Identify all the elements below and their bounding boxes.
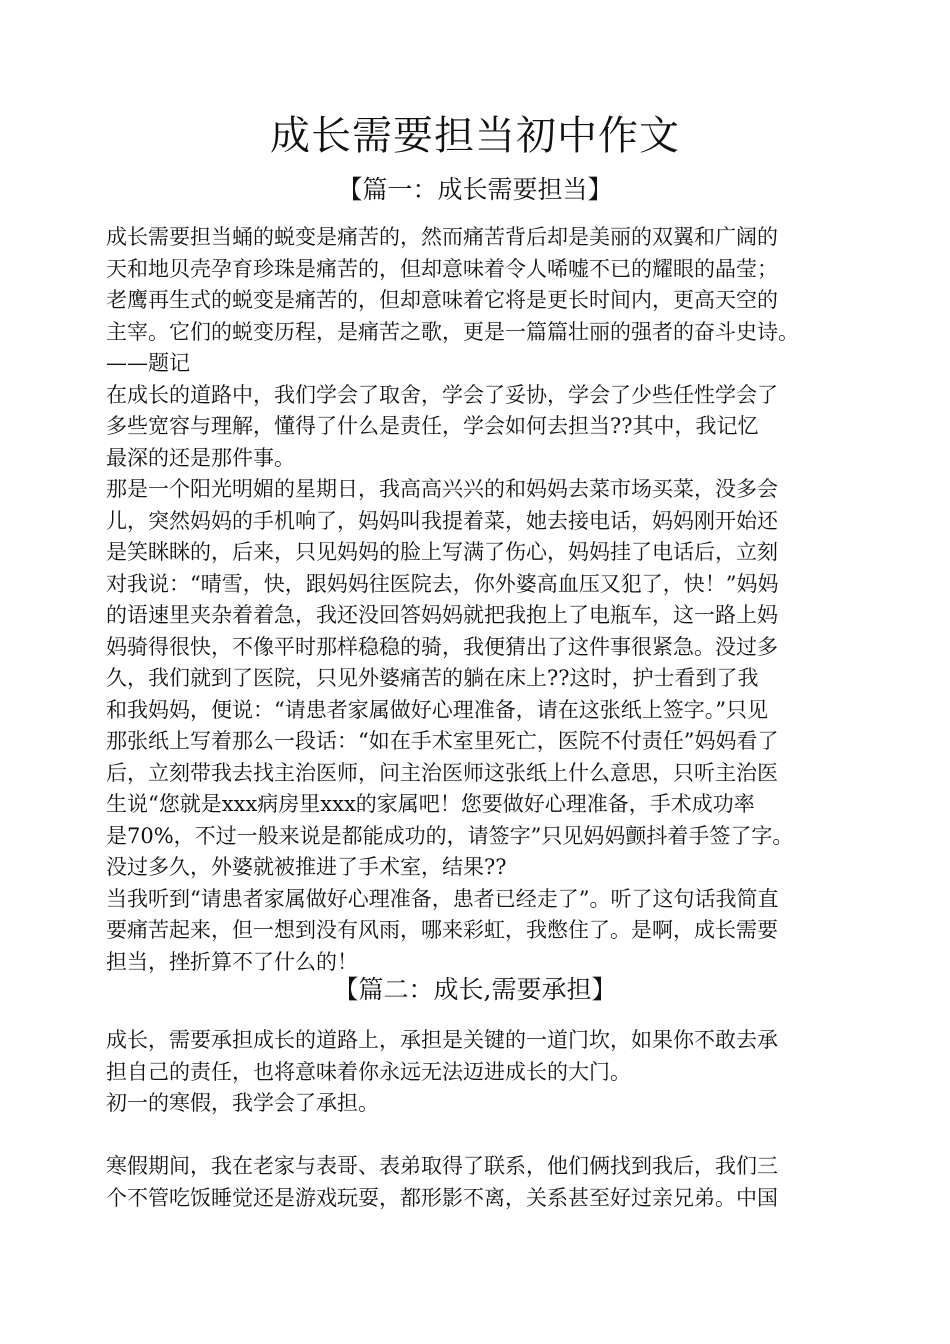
text-line: 初一的寒假，我学会了承担。 bbox=[106, 1091, 379, 1115]
text-line: 那张纸上写着那么一段话：“如在手术室里死亡，医院不付责任”妈妈看了 bbox=[106, 729, 779, 753]
text-line: 后，立刻带我去找主治医师，问主治医师这张纸上什么意思，只听主治医 bbox=[106, 760, 778, 785]
text-line: 担自己的责任，也将意味着你永远无法迈进成长的大门。 bbox=[106, 1059, 631, 1084]
text-line: 主宰。它们的蜕变历程，是痛苦之歌，更是一篇篇壮丽的强者的奋斗史诗。 bbox=[106, 319, 799, 344]
document-title: 成长需要担当初中作文 bbox=[270, 113, 680, 159]
text-line: 个不管吃饭睡觉还是游戏玩耍，都形影不离，关系甚至好过亲兄弟。中国 bbox=[106, 1185, 778, 1210]
text-line: 当我听到“请患者家属做好心理准备，患者已经走了”。听了这句话我简直 bbox=[106, 886, 779, 911]
text-line: 寒假期间，我在老家与表哥、表弟取得了联系，他们俩找到我后，我们三 bbox=[106, 1154, 778, 1178]
text-line: 在成长的道路中，我们学会了取舍，学会了妥协，学会了少些任性学会了 bbox=[106, 382, 778, 407]
text-line: ——题记 bbox=[106, 351, 190, 375]
section-2-title: 【篇二：成长,需要承担】 bbox=[333, 975, 617, 1004]
text-line: 成长需要担当蛹的蜕变是痛苦的，然而痛苦背后却是美丽的双翼和广阔的 bbox=[106, 225, 778, 249]
text-line: 多些宽容与理解，懂得了什么是责任，学会如何去担当??其中，我记忆 bbox=[106, 414, 759, 438]
blank-line bbox=[106, 1120, 866, 1152]
text-line: 最深的还是那件事。 bbox=[106, 445, 295, 470]
text-line: 儿，突然妈妈的手机响了，妈妈叫我提着菜，她去接电话，妈妈刚开始还 bbox=[106, 508, 778, 533]
text-line: 的语速里夹杂着着急，我还没回答妈妈就把我抱上了电瓶车，这一路上妈 bbox=[106, 603, 778, 627]
text-line: 没过多久，外婆就被推进了手术室，结果?? bbox=[106, 855, 507, 879]
text-line: 担当，挫折算不了什么的！ bbox=[106, 949, 358, 974]
text-line: 是70%，不过一般来说是都能成功的，请签字”只见妈妈颤抖着手签了字。 bbox=[106, 823, 794, 848]
section-1-title: 【篇一：成长需要担当】 bbox=[337, 175, 613, 204]
text-line: 生说“您就是xxx病房里xxx的家属吧！您要做好心理准备，手术成功率 bbox=[106, 792, 755, 816]
text-line: 那是一个阳光明媚的星期日，我高高兴兴的和妈妈去菜市场买菜，没多会 bbox=[106, 477, 778, 501]
text-line: 是笑眯眯的，后来，只见妈妈的脸上写满了伤心，妈妈挂了电话后，立刻 bbox=[106, 540, 778, 564]
text-line: 天和地贝壳孕育珍珠是痛苦的，但却意味着令人唏嘘不已的耀眼的晶莹； bbox=[106, 256, 778, 281]
text-line: 对我说：“晴雪，快，跟妈妈往医院去，你外婆高血压又犯了，快！”妈妈 bbox=[106, 571, 779, 596]
text-line: 成长，需要承担成长的道路上，承担是关键的一道门坎，如果你不敢去承 bbox=[106, 1028, 778, 1052]
section-1-body bbox=[106, 222, 866, 978]
text-line: 老鹰再生式的蜕变是痛苦的，但却意味着它将是更长时间内，更高天空的 bbox=[106, 288, 778, 312]
text-line: 和我妈妈，便说：“请患者家属做好心理准备，请在这张纸上签字。”只见 bbox=[106, 697, 768, 722]
text-line: 久，我们就到了医院，只见外婆痛苦的躺在床上??这时，护士看到了我 bbox=[106, 666, 759, 690]
text-line: 妈骑得很快，不像平时那样稳稳的骑，我便猜出了这件事很紧急。没过多 bbox=[106, 634, 778, 659]
section-2-body bbox=[106, 1025, 866, 1214]
text-line: 要痛苦起来，但一想到没有风雨，哪来彩虹，我憋住了。是啊，成长需要 bbox=[106, 918, 778, 942]
